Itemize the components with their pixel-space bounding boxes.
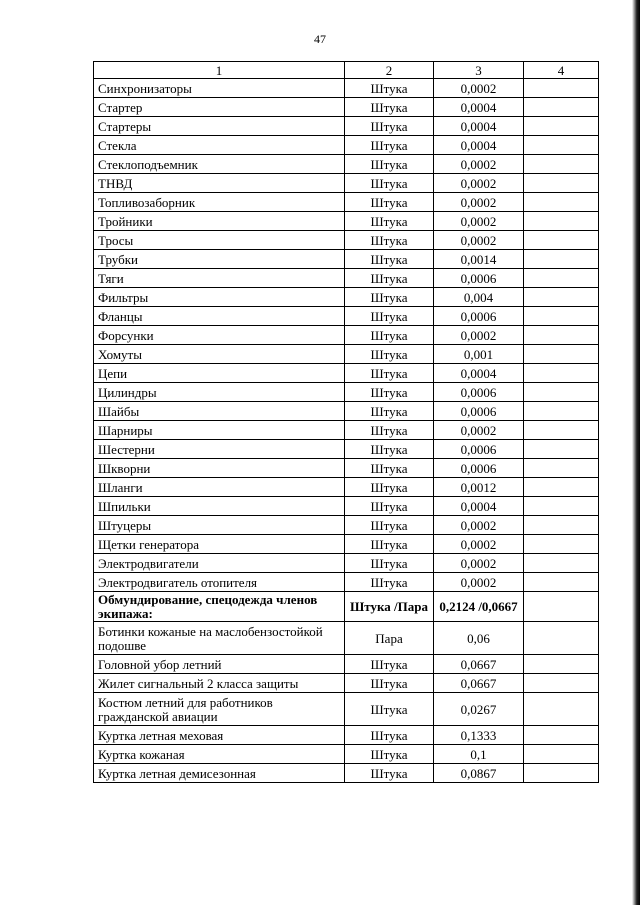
table-row [94,269,599,288]
item-name-cell: Синхронизаторы [94,79,345,98]
value-cell: 0,0012 [434,478,524,497]
item-name-cell: Цилиндры [94,383,345,402]
value-cell: 0,0004 [434,117,524,136]
table-row [94,764,599,783]
unit-cell: Пара [345,622,434,655]
table-row [94,622,599,655]
value-cell: 0,0002 [434,155,524,174]
table-row [94,326,599,345]
table-row [94,136,599,155]
note-cell [524,674,599,693]
item-name-cell: Стартер [94,98,345,117]
note-cell [524,383,599,402]
value-cell: 0,0002 [434,554,524,573]
item-name-cell: Шкворни [94,459,345,478]
unit-cell: Штука [345,98,434,117]
table-row [94,516,599,535]
unit-cell: Штука [345,440,434,459]
unit-cell: Штука /Пара [345,592,434,622]
table-row [94,573,599,592]
item-name-cell: Шпильки [94,497,345,516]
unit-cell: Штука [345,269,434,288]
note-cell [524,212,599,231]
note-cell [524,345,599,364]
note-cell [524,231,599,250]
table-row [94,98,599,117]
note-cell [524,364,599,383]
note-cell [524,592,599,622]
note-cell [524,250,599,269]
item-name-cell: Шланги [94,478,345,497]
table-row [94,174,599,193]
value-cell: 0,0002 [434,516,524,535]
table-row [94,726,599,745]
header-col-2: 2 [345,62,434,79]
note-cell [524,307,599,326]
value-cell: 0,0006 [434,383,524,402]
table-row [94,212,599,231]
table-row [94,497,599,516]
item-name-cell: Стартеры [94,117,345,136]
item-name-cell: Хомуты [94,345,345,364]
table-row [94,674,599,693]
unit-cell: Штука [345,212,434,231]
value-cell: 0,0004 [434,497,524,516]
table-row [94,535,599,554]
note-cell [524,155,599,174]
item-name-cell: Щетки генератора [94,535,345,554]
unit-cell: Штука [345,497,434,516]
item-name-cell: Трубки [94,250,345,269]
unit-cell: Штука [345,136,434,155]
item-name-cell: Головной убор летний [94,655,345,674]
note-cell [524,693,599,726]
unit-cell: Штука [345,117,434,136]
note-cell [524,421,599,440]
item-name-cell: Электродвигатели [94,554,345,573]
note-cell [524,573,599,592]
value-cell: 0,0002 [434,212,524,231]
unit-cell: Штука [345,516,434,535]
unit-cell: Штука [345,745,434,764]
value-cell: 0,0002 [434,573,524,592]
page-number: 47 [314,32,326,46]
value-cell: 0,0267 [434,693,524,726]
unit-cell: Штука [345,345,434,364]
table-row [94,402,599,421]
value-cell: 0,001 [434,345,524,364]
item-name-cell: Топливозаборник [94,193,345,212]
table-body [94,62,599,783]
table-row [94,307,599,326]
value-cell: 0,1 [434,745,524,764]
table-row [94,459,599,478]
unit-cell: Штука [345,231,434,250]
unit-cell: Штука [345,174,434,193]
table-row [94,155,599,174]
table-row [94,345,599,364]
unit-cell: Штука [345,193,434,212]
table-row [94,364,599,383]
value-cell: 0,0867 [434,764,524,783]
item-name-cell: Жилет сигнальный 2 класса защиты [94,674,345,693]
unit-cell: Штука [345,573,434,592]
table-row [94,440,599,459]
value-cell: 0,0002 [434,193,524,212]
table-row [94,693,599,726]
table-row [94,745,599,764]
item-name-cell: Цепи [94,364,345,383]
item-name-cell: ТНВД [94,174,345,193]
norms-table [93,61,599,783]
note-cell [524,554,599,573]
note-cell [524,726,599,745]
item-name-cell: Шестерни [94,440,345,459]
unit-cell: Штука [345,478,434,497]
item-name-cell: Куртка летная демисезонная [94,764,345,783]
item-name-cell: Куртка летная меховая [94,726,345,745]
item-name-cell: Стеклоподъемник [94,155,345,174]
unit-cell: Штука [345,726,434,745]
unit-cell: Штука [345,764,434,783]
unit-cell: Штука [345,383,434,402]
unit-cell: Штука [345,693,434,726]
unit-cell: Штука [345,459,434,478]
unit-cell: Штука [345,326,434,345]
table-row [94,421,599,440]
table-row [94,231,599,250]
unit-cell: Штука [345,364,434,383]
item-name-cell: Шайбы [94,402,345,421]
value-cell: 0,0006 [434,307,524,326]
note-cell [524,117,599,136]
note-cell [524,98,599,117]
table-row [94,655,599,674]
note-cell [524,535,599,554]
table-row [94,117,599,136]
note-cell [524,326,599,345]
item-name-cell: Тросы [94,231,345,250]
table-row [94,383,599,402]
value-cell: 0,0002 [434,231,524,250]
unit-cell: Штука [345,288,434,307]
table-row [94,250,599,269]
item-name-cell: Куртка кожаная [94,745,345,764]
unit-cell: Штука [345,155,434,174]
note-cell [524,497,599,516]
table-row [94,79,599,98]
value-cell: 0,0004 [434,98,524,117]
note-cell [524,174,599,193]
note-cell [524,764,599,783]
value-cell: 0,0002 [434,174,524,193]
item-name-cell: Форсунки [94,326,345,345]
scan-page-edge [632,0,640,905]
unit-cell: Штука [345,79,434,98]
item-name-cell: Электродвигатель отопителя [94,573,345,592]
note-cell [524,459,599,478]
value-cell: 0,0014 [434,250,524,269]
note-cell [524,478,599,497]
item-name-cell: Шарниры [94,421,345,440]
item-name-cell: Стекла [94,136,345,155]
note-cell [524,655,599,674]
value-cell: 0,2124 /0,0667 [434,592,524,622]
note-cell [524,136,599,155]
value-cell: 0,0006 [434,459,524,478]
table-header-row [94,62,599,79]
note-cell [524,288,599,307]
value-cell: 0,0002 [434,421,524,440]
unit-cell: Штука [345,421,434,440]
table-row [94,193,599,212]
value-cell: 0,0006 [434,440,524,459]
item-name-cell: Тройники [94,212,345,231]
item-name-cell: Ботинки кожаные на маслобензостойкой подошве [94,622,345,655]
note-cell [524,193,599,212]
note-cell [524,402,599,421]
item-name-cell: Костюм летний для работников гражданской авиации [94,693,345,726]
unit-cell: Штука [345,250,434,269]
unit-cell: Штука [345,307,434,326]
note-cell [524,79,599,98]
value-cell: 0,0006 [434,269,524,288]
unit-cell: Штука [345,402,434,421]
item-name-cell: Обмундирование, спецодежда членов экипажа: [94,592,345,622]
note-cell [524,440,599,459]
value-cell: 0,06 [434,622,524,655]
value-cell: 0,0006 [434,402,524,421]
value-cell: 0,0002 [434,79,524,98]
value-cell: 0,0004 [434,136,524,155]
unit-cell: Штука [345,535,434,554]
unit-cell: Штука [345,655,434,674]
table-row [94,478,599,497]
item-name-cell: Тяги [94,269,345,288]
note-cell [524,622,599,655]
header-col-1: 1 [94,62,345,79]
unit-cell: Штука [345,674,434,693]
note-cell [524,745,599,764]
header-col-3: 3 [434,62,524,79]
header-col-4: 4 [524,62,599,79]
value-cell: 0,0667 [434,674,524,693]
item-name-cell: Фланцы [94,307,345,326]
value-cell: 0,004 [434,288,524,307]
value-cell: 0,0004 [434,364,524,383]
item-name-cell: Штуцеры [94,516,345,535]
table-row [94,288,599,307]
note-cell [524,516,599,535]
value-cell: 0,1333 [434,726,524,745]
value-cell: 0,0667 [434,655,524,674]
note-cell [524,269,599,288]
table-row [94,592,599,622]
table-row [94,554,599,573]
value-cell: 0,0002 [434,326,524,345]
item-name-cell: Фильтры [94,288,345,307]
value-cell: 0,0002 [434,535,524,554]
unit-cell: Штука [345,554,434,573]
